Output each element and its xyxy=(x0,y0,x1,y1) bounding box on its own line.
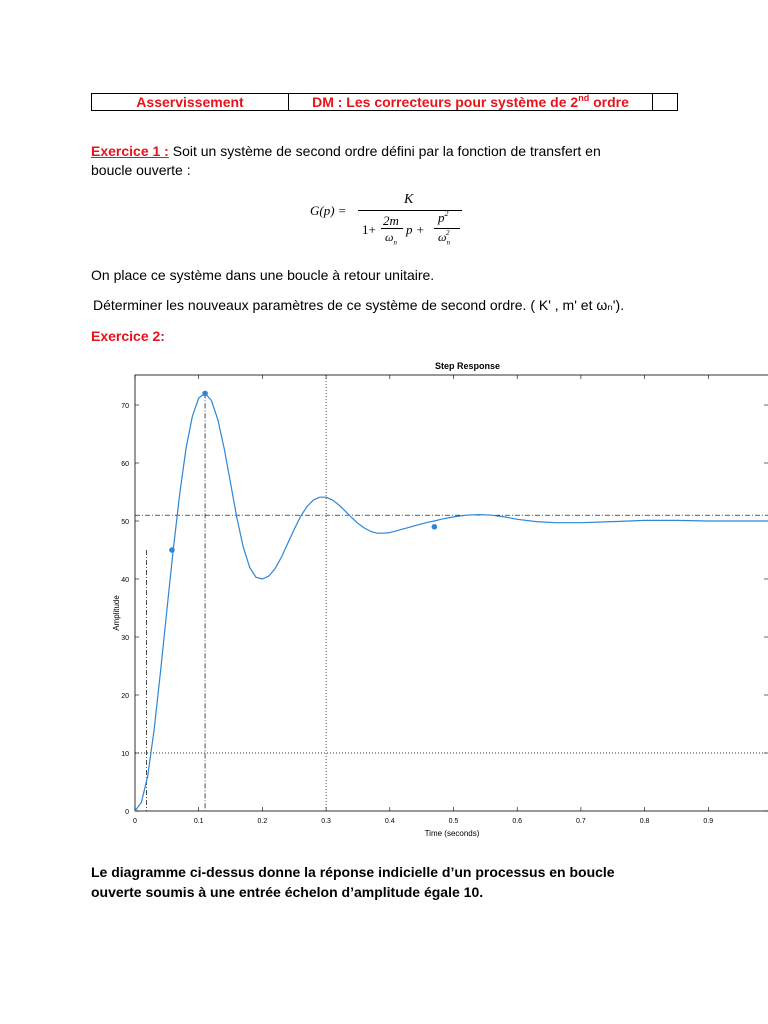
data-marker xyxy=(432,524,438,530)
p2-sup: 2 xyxy=(444,209,449,218)
data-marker xyxy=(202,391,208,397)
exercise1-label: Exercice 1 : xyxy=(91,143,169,159)
y-tick-label: 50 xyxy=(121,519,129,526)
formula-two-m: 2m xyxy=(383,213,399,228)
header-table xyxy=(91,93,678,111)
x-tick-label: 0.1 xyxy=(193,818,204,825)
header-title-end: ordre xyxy=(589,94,629,110)
x-axis-label: Time (seconds) xyxy=(424,829,480,838)
y-tick-label: 40 xyxy=(121,577,129,584)
chart-title: Step Response xyxy=(434,361,501,371)
y-tick-label: 70 xyxy=(121,403,129,410)
formula-p-plus: p + xyxy=(406,222,425,237)
x-tick-label: 0.2 xyxy=(257,818,268,825)
omega-2-sub: n xyxy=(446,238,450,247)
header-title-main: DM : Les correcteurs pour système de 2 xyxy=(312,94,579,110)
transfer-function-formula xyxy=(300,188,500,254)
p2-base: p xyxy=(438,210,445,225)
step-response-chart xyxy=(0,350,768,840)
header-title-sup: nd xyxy=(578,93,590,103)
x-tick-label: 0.4 xyxy=(384,818,395,825)
exercise2-label: Exercice 2: xyxy=(91,328,165,344)
x-tick-label: 0 xyxy=(133,818,137,825)
x-tick-label: 0.3 xyxy=(321,818,331,825)
formula-inner-bar-1 xyxy=(381,228,403,229)
conclusion-line1: Le diagramme ci-dessus donne la réponse indicielle d’un processus en boucle xyxy=(91,864,615,880)
exercise1-line1: On place ce système dans une boucle à retour unitaire. xyxy=(91,267,435,283)
omega-2-sup: 2 xyxy=(445,229,450,237)
data-marker xyxy=(169,547,175,553)
series-line xyxy=(135,393,768,811)
exercise1-intro-text: Soit un système de second ordre défini par la fonction de transfert en xyxy=(168,143,601,159)
formula-lhs: G(p) = xyxy=(310,203,347,218)
formula-omega-1 xyxy=(385,230,397,246)
x-tick-label: 0.6 xyxy=(512,818,523,825)
exercise1-intro xyxy=(91,142,601,161)
exercise1-line2: Déterminer les nouveaux paramètres de ce système de second ordre. ( K' , m' et ωₙ'). xyxy=(93,297,625,313)
formula-one-plus: 1+ xyxy=(362,222,376,237)
y-tick-label: 30 xyxy=(121,635,129,642)
conclusion-line2: ouverte soumis à une entrée échelon d’amplitude égale 10. xyxy=(91,884,484,900)
y-axis-label: Amplitude xyxy=(112,595,121,631)
y-tick-label: 60 xyxy=(121,461,129,468)
formula-p2 xyxy=(438,210,449,226)
omega-1: ω xyxy=(385,230,394,244)
plot-frame xyxy=(135,375,768,811)
header-empty-cell xyxy=(653,94,677,110)
omega-1-sub: n xyxy=(393,238,397,247)
y-tick-label: 10 xyxy=(121,751,129,758)
y-tick-label: 0 xyxy=(125,809,129,816)
formula-omega-2 xyxy=(438,230,449,246)
y-tick-label: 20 xyxy=(121,693,129,700)
header-subject: Asservissement xyxy=(92,94,289,110)
header-title xyxy=(289,94,653,110)
exercise1-intro-cont: boucle ouverte : xyxy=(91,162,191,178)
formula-numerator: K xyxy=(404,192,414,207)
omega-2: ω xyxy=(438,230,447,244)
x-tick-label: 0.8 xyxy=(639,818,650,825)
x-tick-label: 0.9 xyxy=(703,818,714,825)
x-tick-label: 0.5 xyxy=(448,818,459,825)
conclusion xyxy=(91,862,615,902)
x-tick-label: 0.7 xyxy=(576,818,586,825)
